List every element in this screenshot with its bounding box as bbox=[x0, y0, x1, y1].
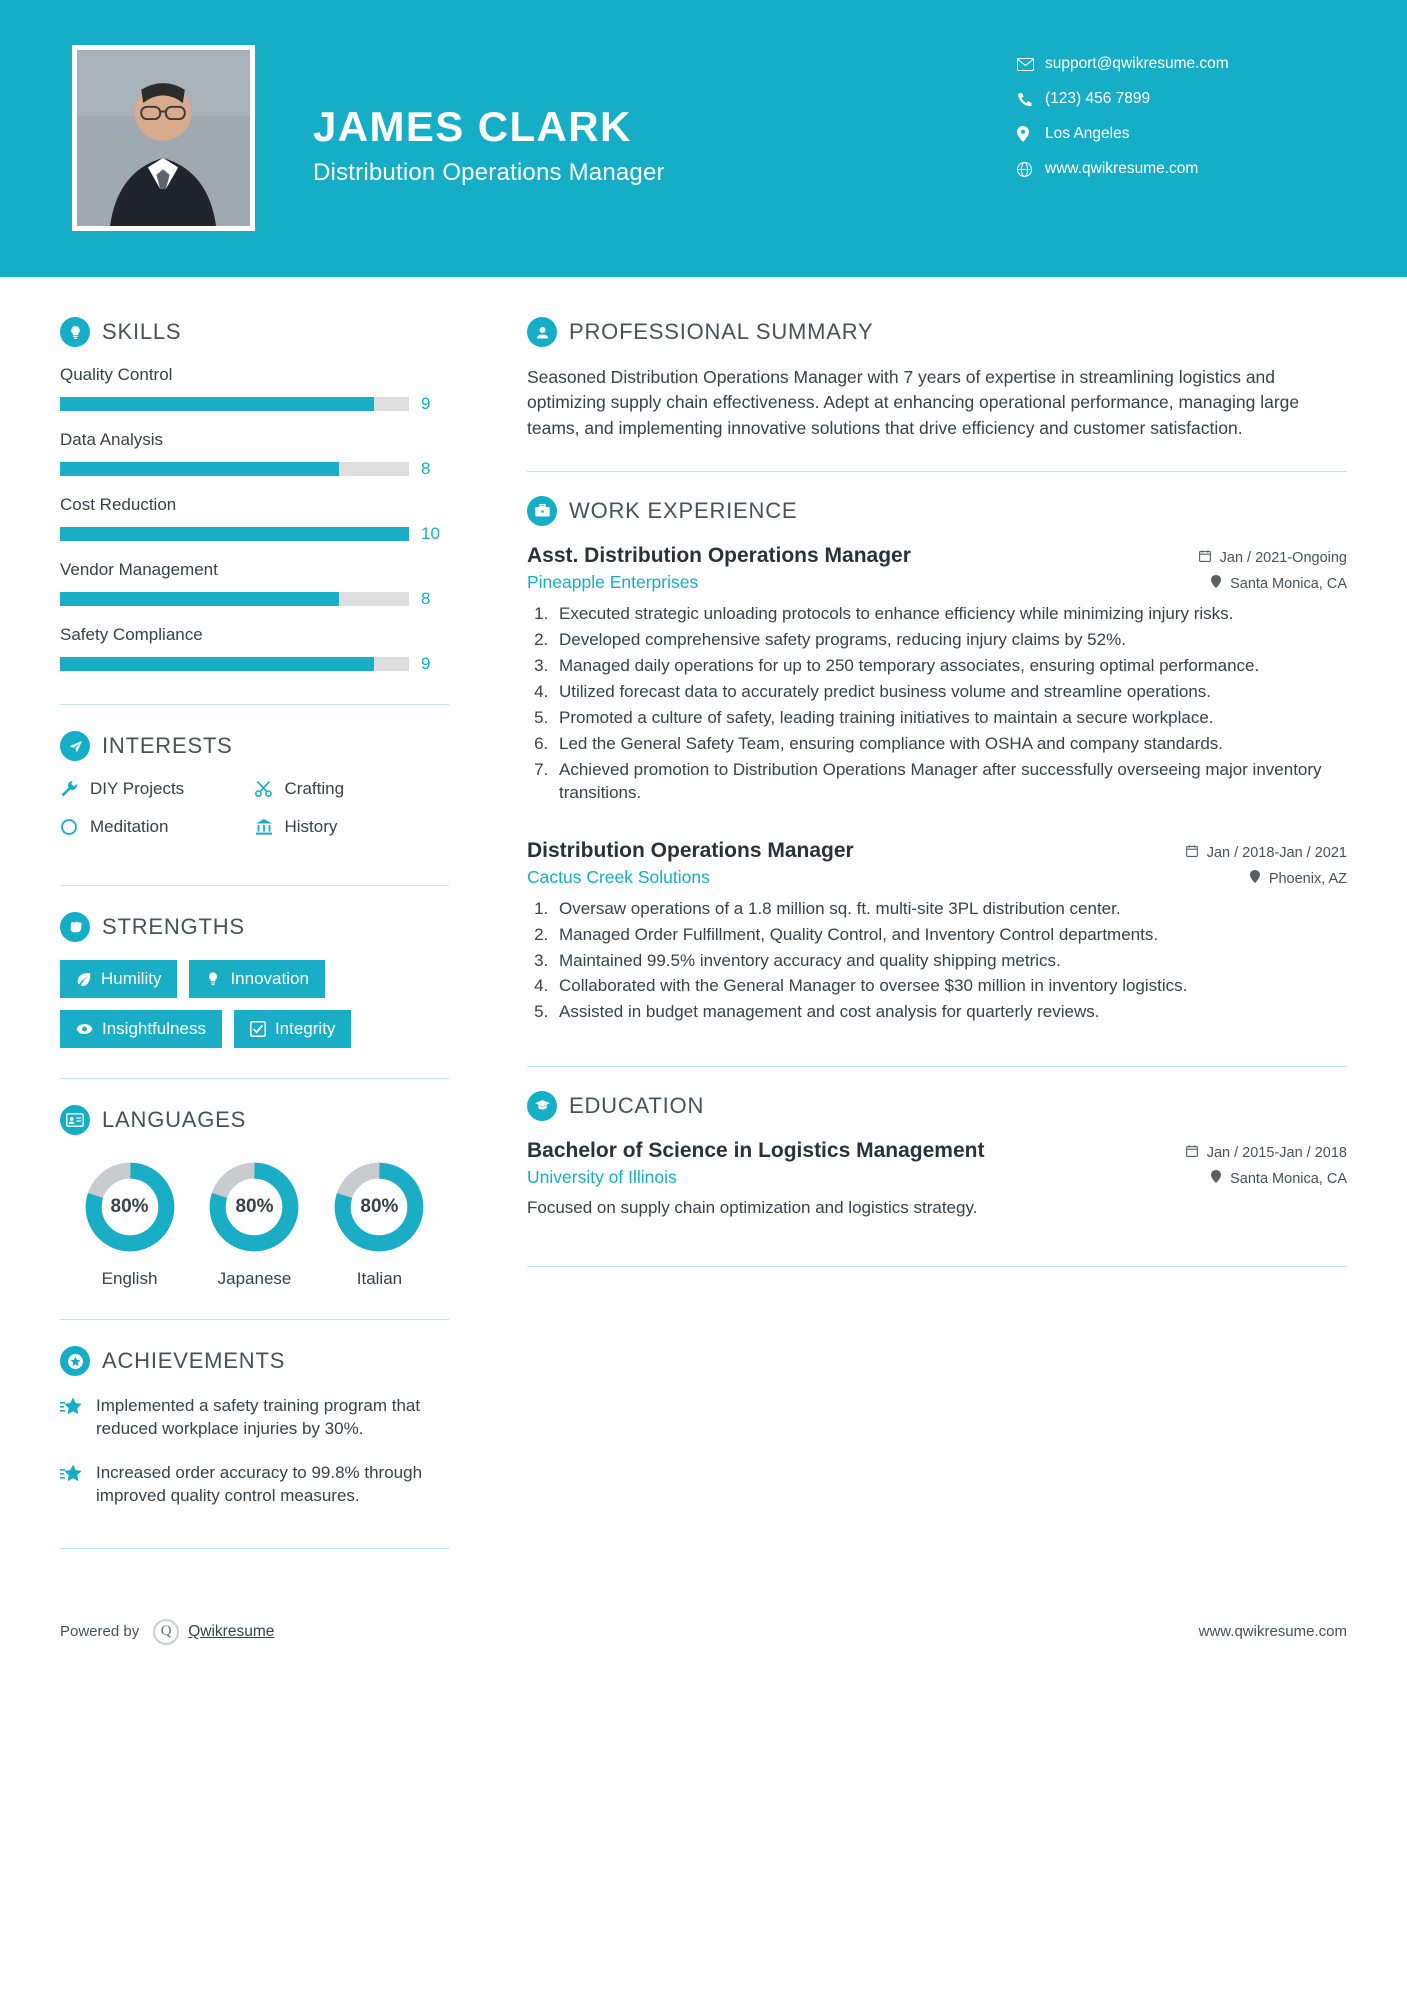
star-icon bbox=[60, 1461, 96, 1508]
section-education bbox=[527, 1091, 1347, 1220]
strength-chip bbox=[189, 960, 324, 998]
location-pin-icon bbox=[1250, 871, 1264, 887]
job-bullet: 7. Achieved promotion to Distribution Operations Manager after successfully overseeing major inventory transitions. bbox=[553, 759, 1347, 805]
page-title: JAMES CLARK bbox=[313, 103, 632, 150]
job-location-text: Phoenix, AZ bbox=[1268, 870, 1347, 887]
job-bullet: 4. Utilized forecast data to accurately predict business volume and streamline operations. bbox=[553, 681, 1347, 704]
skill-value: 9 bbox=[421, 394, 431, 413]
skill-label: Quality Control bbox=[60, 365, 173, 384]
section-title-work: WORK EXPERIENCE bbox=[569, 498, 798, 524]
language-percent: 80% bbox=[360, 1196, 399, 1217]
scissors-icon bbox=[255, 780, 285, 798]
skill-bar bbox=[60, 397, 409, 411]
graduate-icon bbox=[527, 1091, 557, 1121]
summary-text: Seasoned Distribution Operations Manager with 7 years of expertise in streamlining logistics and optimizing supply chain effectiveness. Adept at enhancing operational performance, managing large teams, and implementing innovative solutions that drive efficiency and customer satisfaction. bbox=[527, 367, 1300, 438]
resume-header bbox=[0, 0, 1407, 277]
star-badge-icon bbox=[60, 1346, 90, 1376]
skill-label: Cost Reduction bbox=[60, 495, 177, 514]
job-bullet: 3. Managed daily operations for up to 250 temporary associates, ensuring optimal performance. bbox=[553, 655, 1347, 678]
skill-value: 8 bbox=[421, 459, 431, 478]
divider bbox=[60, 1319, 449, 1320]
contact-phone[interactable] bbox=[1017, 90, 1347, 108]
qwikresume-logo-icon: Q bbox=[153, 1619, 179, 1645]
divider bbox=[60, 1078, 449, 1079]
divider bbox=[60, 704, 449, 705]
footer bbox=[0, 1601, 1407, 1675]
language-percent: 80% bbox=[110, 1196, 149, 1217]
paper-plane-icon bbox=[60, 731, 90, 761]
powered-by-label: Powered by bbox=[60, 1623, 140, 1641]
fist-icon bbox=[60, 912, 90, 942]
education-location bbox=[1197, 1170, 1347, 1187]
section-work-experience bbox=[527, 496, 1347, 1024]
interest-item bbox=[255, 817, 450, 837]
globe-icon bbox=[1017, 161, 1045, 177]
job-bullet: 6. Led the General Safety Team, ensuring compliance with OSHA and company standards. bbox=[553, 733, 1347, 756]
section-achievements bbox=[60, 1346, 449, 1508]
language-donut bbox=[331, 1159, 427, 1255]
section-skills bbox=[60, 317, 449, 674]
language-donut bbox=[82, 1159, 178, 1255]
contact-phone-text: (123) 456 7899 bbox=[1045, 90, 1151, 107]
job-location-text: Santa Monica, CA bbox=[1230, 576, 1347, 593]
achievement-item bbox=[60, 1394, 449, 1441]
achievement-item bbox=[60, 1461, 449, 1508]
education-dates-text: Jan / 2015-Jan / 2018 bbox=[1206, 1145, 1347, 1162]
calendar-icon bbox=[1199, 550, 1215, 566]
interest-item bbox=[60, 779, 255, 799]
interest-label: Crafting bbox=[284, 779, 345, 798]
job-role: Distribution Operations Manager bbox=[527, 838, 854, 862]
work-entry bbox=[527, 544, 1347, 805]
eye-icon bbox=[76, 1021, 93, 1037]
wrench-icon bbox=[60, 780, 90, 798]
job-company: Pineapple Enterprises bbox=[527, 572, 699, 593]
skill-bar bbox=[60, 592, 409, 606]
language-item bbox=[318, 1159, 441, 1289]
skill-value: 10 bbox=[421, 524, 440, 543]
section-title-languages: LANGUAGES bbox=[102, 1107, 247, 1132]
language-item bbox=[68, 1159, 191, 1289]
education-dates bbox=[1172, 1145, 1347, 1161]
language-percent: 80% bbox=[235, 1196, 274, 1217]
contact-website-text: www.qwikresume.com bbox=[1045, 160, 1199, 177]
strength-label: Innovation bbox=[230, 969, 309, 988]
job-bullets bbox=[553, 603, 1347, 805]
id-card-icon bbox=[60, 1105, 90, 1135]
skill-item bbox=[60, 625, 449, 674]
star-icon bbox=[60, 1394, 96, 1441]
footer-url: www.qwikresume.com bbox=[1198, 1623, 1347, 1641]
job-company: Cactus Creek Solutions bbox=[527, 866, 710, 887]
resume-body bbox=[0, 277, 1407, 1575]
bulb-icon bbox=[205, 971, 221, 987]
check-square-icon bbox=[250, 1021, 266, 1037]
job-bullets bbox=[553, 898, 1347, 1025]
main-content bbox=[497, 277, 1407, 1575]
contact-email-text: support@qwikresume.com bbox=[1045, 55, 1229, 72]
avatar bbox=[72, 45, 255, 231]
education-entry bbox=[527, 1139, 1347, 1220]
location-icon bbox=[1017, 126, 1045, 142]
leaf-icon bbox=[76, 971, 92, 987]
skill-value: 8 bbox=[421, 589, 431, 608]
interest-label: History bbox=[284, 817, 338, 836]
calendar-icon bbox=[1186, 845, 1202, 861]
education-degree: Bachelor of Science in Logistics Management bbox=[527, 1139, 985, 1163]
contact-email[interactable] bbox=[1017, 55, 1347, 73]
section-interests bbox=[60, 731, 449, 855]
qwikresume-link[interactable]: Qwikresume bbox=[188, 1622, 275, 1640]
section-strengths bbox=[60, 912, 449, 1048]
strength-chip bbox=[60, 1010, 222, 1048]
job-dates bbox=[1172, 845, 1347, 861]
job-dates-text: Jan / 2018-Jan / 2021 bbox=[1206, 844, 1347, 861]
contact-list bbox=[1017, 45, 1347, 195]
divider bbox=[527, 1266, 1347, 1267]
lightbulb-icon bbox=[60, 317, 90, 347]
interest-label: Meditation bbox=[90, 817, 169, 836]
achievement-text: Increased order accuracy to 99.8% through improved quality control measures. bbox=[96, 1462, 423, 1506]
section-languages bbox=[60, 1105, 449, 1289]
job-bullet: 5. Assisted in budget management and cost analysis for quarterly reviews. bbox=[553, 1001, 1347, 1024]
strength-label: Insightfulness bbox=[102, 1019, 206, 1038]
skill-item bbox=[60, 495, 449, 544]
name-block bbox=[313, 45, 1017, 187]
skill-bar bbox=[60, 527, 409, 541]
strength-label: Integrity bbox=[274, 1019, 336, 1038]
education-location-text: Santa Monica, CA bbox=[1230, 1171, 1347, 1188]
skill-bar bbox=[60, 657, 409, 671]
skill-label: Data Analysis bbox=[60, 430, 163, 449]
job-bullet: 4. Collaborated with the General Manager to oversee $30 million in inventory logistics. bbox=[553, 975, 1347, 998]
section-title-achievements: ACHIEVEMENTS bbox=[102, 1348, 286, 1373]
job-bullet: 1. Oversaw operations of a 1.8 million sq. ft. multi-site 3PL distribution center. bbox=[553, 898, 1347, 921]
job-role: Asst. Distribution Operations Manager bbox=[527, 544, 911, 568]
interest-item bbox=[255, 779, 450, 799]
language-item bbox=[193, 1159, 316, 1289]
phone-icon bbox=[1017, 91, 1045, 107]
section-title-skills: SKILLS bbox=[102, 319, 182, 344]
strength-chip bbox=[234, 1010, 351, 1048]
achievement-text: Implemented a safety training program that reduced workplace injuries by 30%. bbox=[96, 1396, 421, 1439]
interest-item bbox=[60, 817, 255, 837]
powered-by bbox=[60, 1619, 274, 1645]
mail-icon bbox=[1017, 57, 1045, 72]
skill-item bbox=[60, 430, 449, 479]
job-dates-text: Jan / 2021-Ongoing bbox=[1219, 550, 1347, 567]
skill-value: 9 bbox=[421, 654, 431, 673]
contact-location-text: Los Angeles bbox=[1045, 125, 1130, 142]
job-location bbox=[1197, 575, 1347, 592]
skill-item bbox=[60, 365, 449, 414]
interest-label: DIY Projects bbox=[90, 779, 185, 798]
section-title-strengths: STRENGTHS bbox=[102, 914, 245, 939]
location-pin-icon bbox=[1211, 1171, 1225, 1187]
section-title-interests: INTERESTS bbox=[102, 733, 233, 758]
job-bullet: 1. Executed strategic unloading protocols to enhance efficiency while minimizing injury risks. bbox=[553, 603, 1347, 626]
job-bullet: 2. Developed comprehensive safety programs, reducing injury claims by 52%. bbox=[553, 629, 1347, 652]
strength-label: Humility bbox=[101, 969, 162, 988]
sidebar bbox=[0, 277, 497, 1575]
skill-label: Vendor Management bbox=[60, 560, 218, 579]
job-bullet: 3. Maintained 99.5% inventory accuracy and quality shipping metrics. bbox=[553, 950, 1347, 973]
education-school: University of Illinois bbox=[527, 1167, 677, 1188]
circle-icon bbox=[60, 818, 90, 836]
language-name: Japanese bbox=[217, 1269, 292, 1288]
briefcase-icon bbox=[527, 496, 557, 526]
user-icon bbox=[527, 317, 557, 347]
section-title-education: EDUCATION bbox=[569, 1093, 705, 1119]
divider bbox=[60, 1548, 449, 1549]
bank-icon bbox=[255, 818, 285, 836]
language-name: English bbox=[101, 1269, 158, 1288]
divider bbox=[60, 885, 449, 886]
language-name: Italian bbox=[356, 1269, 403, 1288]
contact-location[interactable] bbox=[1017, 125, 1347, 143]
contact-website[interactable] bbox=[1017, 160, 1347, 178]
skill-item bbox=[60, 560, 449, 609]
section-title-summary: PROFESSIONAL SUMMARY bbox=[569, 319, 874, 344]
job-bullet: 2. Managed Order Fulfillment, Quality Control, and Inventory Control departments. bbox=[553, 924, 1347, 947]
section-summary bbox=[527, 317, 1347, 441]
job-location bbox=[1236, 870, 1347, 887]
divider bbox=[527, 1066, 1347, 1067]
location-pin-icon bbox=[1211, 576, 1225, 592]
calendar-icon bbox=[1186, 1145, 1202, 1161]
header-job-title: Distribution Operations Manager bbox=[313, 159, 665, 186]
language-donut bbox=[206, 1159, 302, 1255]
job-bullet: 5. Promoted a culture of safety, leading training initiatives to maintain a secure workplace. bbox=[553, 707, 1347, 730]
education-description: Focused on supply chain optimization and logistics strategy. bbox=[527, 1198, 978, 1218]
skill-label: Safety Compliance bbox=[60, 625, 203, 644]
skill-bar bbox=[60, 462, 409, 476]
divider bbox=[527, 471, 1347, 472]
job-dates bbox=[1185, 550, 1347, 566]
strength-chip bbox=[60, 960, 177, 998]
work-entry bbox=[527, 839, 1347, 1025]
